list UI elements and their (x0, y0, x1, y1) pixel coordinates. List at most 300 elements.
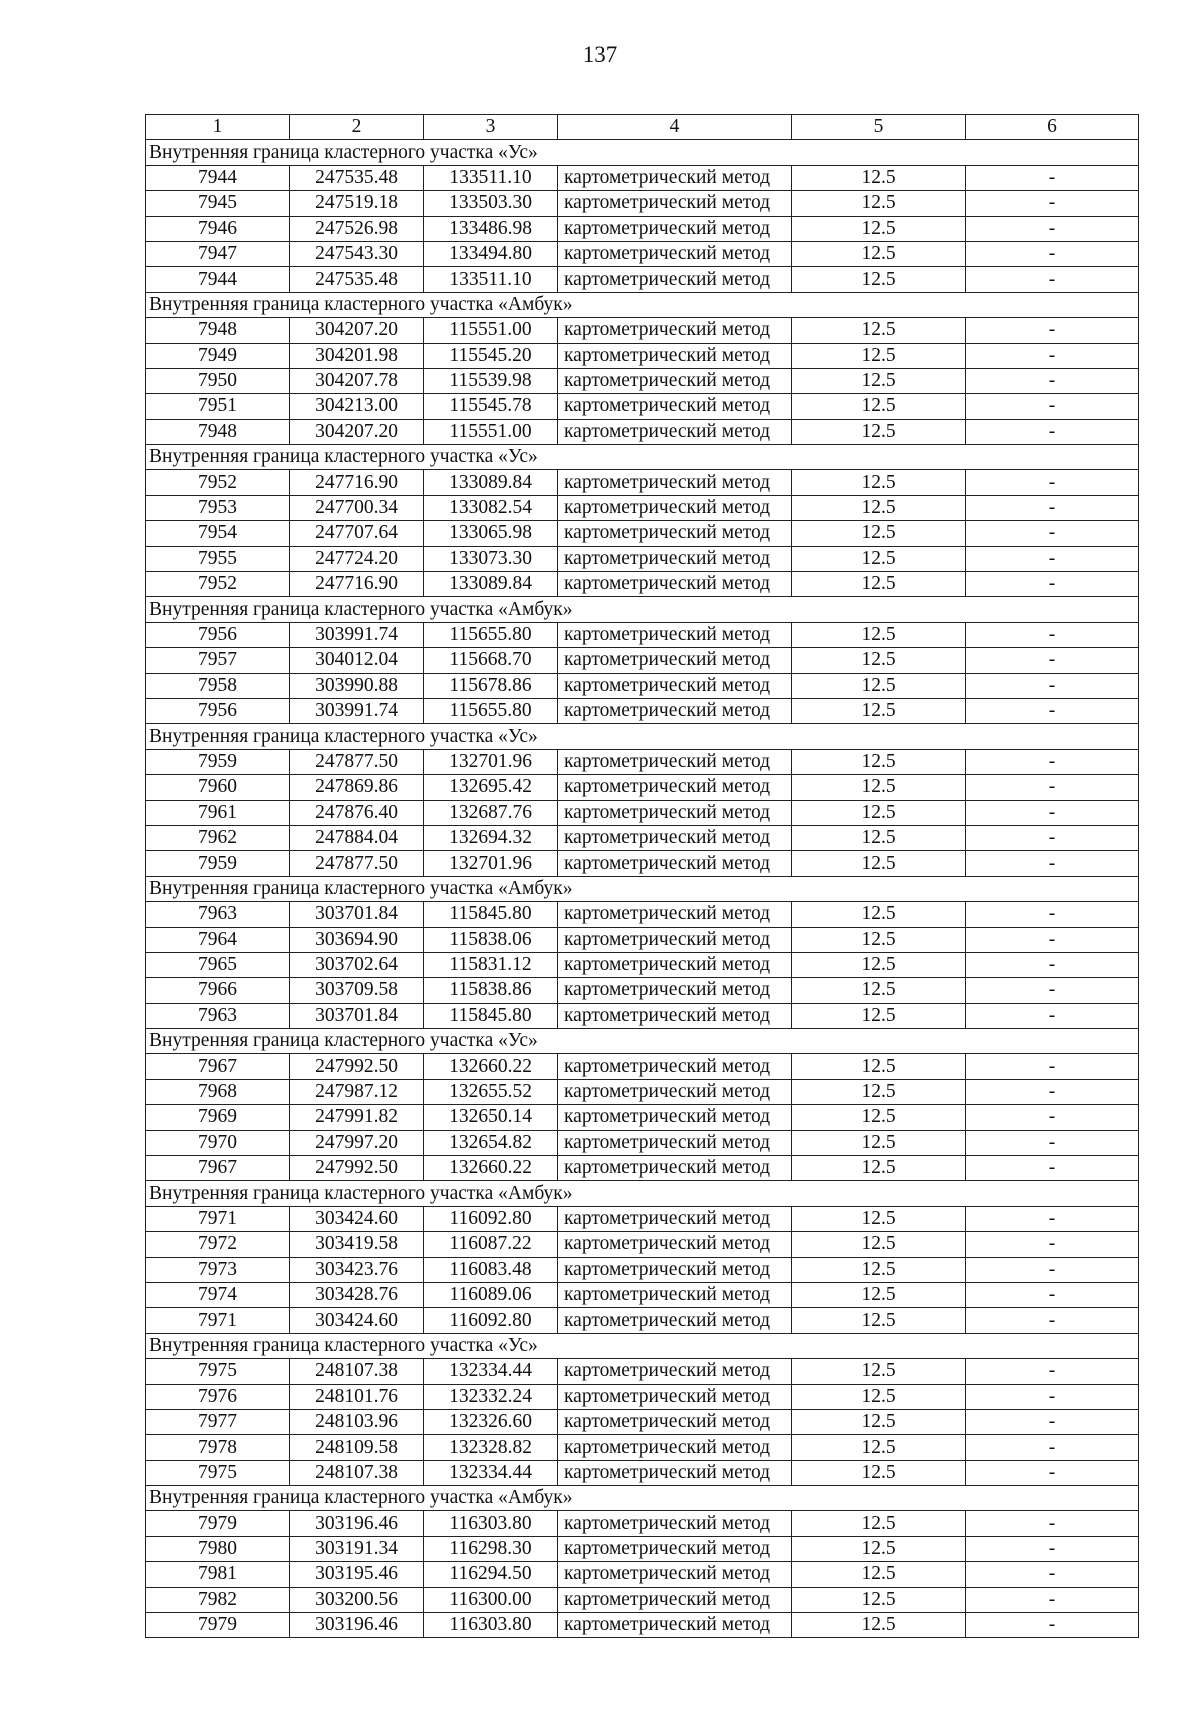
table-row (146, 318, 1139, 343)
x-coordinate-cell: 247992.50 (290, 1156, 424, 1181)
table-row (146, 749, 1139, 774)
y-coordinate-cell: 132334.44 (424, 1359, 558, 1384)
table-row (146, 1206, 1139, 1231)
table-row (146, 1359, 1139, 1384)
method-cell: картометрический метод (558, 952, 792, 977)
point-number-cell: 7962 (146, 825, 290, 850)
accuracy-cell: 12.5 (792, 1308, 966, 1333)
point-number-cell: 7959 (146, 851, 290, 876)
point-number-cell: 7965 (146, 952, 290, 977)
y-coordinate-cell: 116089.06 (424, 1282, 558, 1307)
extra-cell: - (966, 191, 1139, 216)
extra-cell: - (966, 1460, 1139, 1485)
x-coordinate-cell: 247535.48 (290, 165, 424, 190)
method-cell: картометрический метод (558, 1460, 792, 1485)
table-row (146, 165, 1139, 190)
x-coordinate-cell: 304201.98 (290, 343, 424, 368)
x-coordinate-cell: 303195.46 (290, 1562, 424, 1587)
method-cell: картометрический метод (558, 1282, 792, 1307)
section-header-row (146, 1486, 1139, 1511)
accuracy-cell: 12.5 (792, 191, 966, 216)
accuracy-cell: 12.5 (792, 698, 966, 723)
section-header-row (146, 292, 1139, 317)
table-row (146, 673, 1139, 698)
x-coordinate-cell: 303196.46 (290, 1613, 424, 1638)
method-cell: картометрический метод (558, 1054, 792, 1079)
header-cell: 5 (792, 115, 966, 140)
extra-cell: - (966, 749, 1139, 774)
table-row (146, 1613, 1139, 1638)
header-cell: 6 (966, 115, 1139, 140)
x-coordinate-cell: 247716.90 (290, 572, 424, 597)
extra-cell: - (966, 1257, 1139, 1282)
page-number: 137 (582, 42, 618, 67)
accuracy-cell: 12.5 (792, 1587, 966, 1612)
extra-cell: - (966, 1409, 1139, 1434)
method-cell: картометрический метод (558, 521, 792, 546)
method-cell: картометрический метод (558, 470, 792, 495)
accuracy-cell: 12.5 (792, 419, 966, 444)
point-number-cell: 7973 (146, 1257, 290, 1282)
accuracy-cell: 12.5 (792, 1206, 966, 1231)
y-coordinate-cell: 133089.84 (424, 470, 558, 495)
method-cell: картометрический метод (558, 419, 792, 444)
point-number-cell: 7946 (146, 216, 290, 241)
method-cell: картометрический метод (558, 1409, 792, 1434)
point-number-cell: 7978 (146, 1435, 290, 1460)
accuracy-cell: 12.5 (792, 546, 966, 571)
table-row (146, 394, 1139, 419)
section-header-row (146, 445, 1139, 470)
point-number-cell: 7971 (146, 1206, 290, 1231)
method-cell: картометрический метод (558, 851, 792, 876)
extra-cell: - (966, 495, 1139, 520)
x-coordinate-cell: 303191.34 (290, 1536, 424, 1561)
accuracy-cell: 12.5 (792, 1105, 966, 1130)
accuracy-cell: 12.5 (792, 572, 966, 597)
y-coordinate-cell: 132326.60 (424, 1409, 558, 1434)
x-coordinate-cell: 248101.76 (290, 1384, 424, 1409)
table-row (146, 267, 1139, 292)
table-row (146, 1460, 1139, 1485)
x-coordinate-cell: 247987.12 (290, 1079, 424, 1104)
method-cell: картометрический метод (558, 775, 792, 800)
accuracy-cell: 12.5 (792, 622, 966, 647)
coordinates-table (145, 114, 1139, 1638)
point-number-cell: 7972 (146, 1232, 290, 1257)
extra-cell: - (966, 927, 1139, 952)
point-number-cell: 7957 (146, 648, 290, 673)
y-coordinate-cell: 132701.96 (424, 749, 558, 774)
point-number-cell: 7963 (146, 902, 290, 927)
x-coordinate-cell: 303991.74 (290, 622, 424, 647)
extra-cell: - (966, 1079, 1139, 1104)
section-title: Внутренняя граница кластерного участка «Амбук» (146, 1486, 1139, 1511)
y-coordinate-cell: 132694.32 (424, 825, 558, 850)
table-row (146, 648, 1139, 673)
header-cell: 3 (424, 115, 558, 140)
section-title: Внутренняя граница кластерного участка «Амбук» (146, 597, 1139, 622)
table-row (146, 368, 1139, 393)
table-row (146, 419, 1139, 444)
x-coordinate-cell: 247876.40 (290, 800, 424, 825)
y-coordinate-cell: 133082.54 (424, 495, 558, 520)
accuracy-cell: 12.5 (792, 165, 966, 190)
accuracy-cell: 12.5 (792, 1613, 966, 1638)
extra-cell: - (966, 394, 1139, 419)
point-number-cell: 7982 (146, 1587, 290, 1612)
point-number-cell: 7955 (146, 546, 290, 571)
method-cell: картометрический метод (558, 1511, 792, 1536)
section-header-row (146, 876, 1139, 901)
section-title: Внутренняя граница кластерного участка «Ус» (146, 140, 1139, 165)
point-number-cell: 7950 (146, 368, 290, 393)
point-number-cell: 7966 (146, 978, 290, 1003)
extra-cell: - (966, 1536, 1139, 1561)
table-row (146, 927, 1139, 952)
extra-cell: - (966, 216, 1139, 241)
extra-cell: - (966, 165, 1139, 190)
point-number-cell: 7944 (146, 267, 290, 292)
point-number-cell: 7947 (146, 241, 290, 266)
accuracy-cell: 12.5 (792, 1079, 966, 1104)
y-coordinate-cell: 116083.48 (424, 1257, 558, 1282)
point-number-cell: 7964 (146, 927, 290, 952)
accuracy-cell: 12.5 (792, 1409, 966, 1434)
x-coordinate-cell: 303694.90 (290, 927, 424, 952)
x-coordinate-cell: 303424.60 (290, 1308, 424, 1333)
point-number-cell: 7979 (146, 1613, 290, 1638)
section-title: Внутренняя граница кластерного участка «Амбук» (146, 292, 1139, 317)
table-row (146, 572, 1139, 597)
accuracy-cell: 12.5 (792, 267, 966, 292)
x-coordinate-cell: 248103.96 (290, 1409, 424, 1434)
accuracy-cell: 12.5 (792, 952, 966, 977)
extra-cell: - (966, 698, 1139, 723)
point-number-cell: 7967 (146, 1156, 290, 1181)
point-number-cell: 7977 (146, 1409, 290, 1434)
extra-cell: - (966, 825, 1139, 850)
y-coordinate-cell: 115551.00 (424, 318, 558, 343)
table-row (146, 1257, 1139, 1282)
x-coordinate-cell: 248107.38 (290, 1359, 424, 1384)
point-number-cell: 7953 (146, 495, 290, 520)
x-coordinate-cell: 247716.90 (290, 470, 424, 495)
extra-cell: - (966, 1156, 1139, 1181)
accuracy-cell: 12.5 (792, 1257, 966, 1282)
method-cell: картометрический метод (558, 1156, 792, 1181)
section-header-row (146, 140, 1139, 165)
table-row (146, 800, 1139, 825)
y-coordinate-cell: 115668.70 (424, 648, 558, 673)
method-cell: картометрический метод (558, 622, 792, 647)
method-cell: картометрический метод (558, 1536, 792, 1561)
accuracy-cell: 12.5 (792, 1130, 966, 1155)
x-coordinate-cell: 247724.20 (290, 546, 424, 571)
table-row (146, 1587, 1139, 1612)
y-coordinate-cell: 115545.78 (424, 394, 558, 419)
accuracy-cell: 12.5 (792, 521, 966, 546)
extra-cell: - (966, 800, 1139, 825)
x-coordinate-cell: 248109.58 (290, 1435, 424, 1460)
point-number-cell: 7979 (146, 1511, 290, 1536)
y-coordinate-cell: 133494.80 (424, 241, 558, 266)
extra-cell: - (966, 622, 1139, 647)
method-cell: картометрический метод (558, 648, 792, 673)
y-coordinate-cell: 133511.10 (424, 267, 558, 292)
accuracy-cell: 12.5 (792, 927, 966, 952)
table-row (146, 1536, 1139, 1561)
x-coordinate-cell: 247700.34 (290, 495, 424, 520)
accuracy-cell: 12.5 (792, 318, 966, 343)
section-header-row (146, 597, 1139, 622)
point-number-cell: 7952 (146, 572, 290, 597)
table-row (146, 1282, 1139, 1307)
point-number-cell: 7967 (146, 1054, 290, 1079)
extra-cell: - (966, 1282, 1139, 1307)
extra-cell: - (966, 1206, 1139, 1231)
extra-cell: - (966, 978, 1139, 1003)
y-coordinate-cell: 116087.22 (424, 1232, 558, 1257)
y-coordinate-cell: 116294.50 (424, 1562, 558, 1587)
x-coordinate-cell: 303991.74 (290, 698, 424, 723)
method-cell: картометрический метод (558, 394, 792, 419)
header-cell: 1 (146, 115, 290, 140)
x-coordinate-cell: 304207.78 (290, 368, 424, 393)
x-coordinate-cell: 304213.00 (290, 394, 424, 419)
accuracy-cell: 12.5 (792, 368, 966, 393)
x-coordinate-cell: 248107.38 (290, 1460, 424, 1485)
method-cell: картометрический метод (558, 1206, 792, 1231)
extra-cell: - (966, 1003, 1139, 1028)
point-number-cell: 7952 (146, 470, 290, 495)
y-coordinate-cell: 115831.12 (424, 952, 558, 977)
method-cell: картометрический метод (558, 825, 792, 850)
accuracy-cell: 12.5 (792, 1359, 966, 1384)
method-cell: картометрический метод (558, 241, 792, 266)
accuracy-cell: 12.5 (792, 1562, 966, 1587)
accuracy-cell: 12.5 (792, 775, 966, 800)
x-coordinate-cell: 247707.64 (290, 521, 424, 546)
x-coordinate-cell: 247991.82 (290, 1105, 424, 1130)
table-row (146, 902, 1139, 927)
point-number-cell: 7968 (146, 1079, 290, 1104)
accuracy-cell: 12.5 (792, 394, 966, 419)
method-cell: картометрический метод (558, 165, 792, 190)
extra-cell: - (966, 1308, 1139, 1333)
method-cell: картометрический метод (558, 1130, 792, 1155)
x-coordinate-cell: 247526.98 (290, 216, 424, 241)
accuracy-cell: 12.5 (792, 1003, 966, 1028)
point-number-cell: 7975 (146, 1460, 290, 1485)
extra-cell: - (966, 1359, 1139, 1384)
accuracy-cell: 12.5 (792, 1054, 966, 1079)
x-coordinate-cell: 303424.60 (290, 1206, 424, 1231)
point-number-cell: 7948 (146, 419, 290, 444)
point-number-cell: 7949 (146, 343, 290, 368)
table-row (146, 1156, 1139, 1181)
method-cell: картометрический метод (558, 902, 792, 927)
accuracy-cell: 12.5 (792, 1511, 966, 1536)
y-coordinate-cell: 133089.84 (424, 572, 558, 597)
accuracy-cell: 12.5 (792, 902, 966, 927)
point-number-cell: 7951 (146, 394, 290, 419)
table-row (146, 1105, 1139, 1130)
table-row (146, 1435, 1139, 1460)
method-cell: картометрический метод (558, 1435, 792, 1460)
y-coordinate-cell: 132654.82 (424, 1130, 558, 1155)
method-cell: картометрический метод (558, 267, 792, 292)
table-row (146, 241, 1139, 266)
y-coordinate-cell: 115838.06 (424, 927, 558, 952)
y-coordinate-cell: 116092.80 (424, 1206, 558, 1231)
y-coordinate-cell: 132701.96 (424, 851, 558, 876)
table-row (146, 343, 1139, 368)
extra-cell: - (966, 1587, 1139, 1612)
table-row (146, 1511, 1139, 1536)
point-number-cell: 7956 (146, 698, 290, 723)
method-cell: картометрический метод (558, 698, 792, 723)
y-coordinate-cell: 115655.80 (424, 698, 558, 723)
method-cell: картометрический метод (558, 1613, 792, 1638)
extra-cell: - (966, 318, 1139, 343)
y-coordinate-cell: 133511.10 (424, 165, 558, 190)
table-row (146, 825, 1139, 850)
point-number-cell: 7963 (146, 1003, 290, 1028)
accuracy-cell: 12.5 (792, 1460, 966, 1485)
method-cell: картометрический метод (558, 1232, 792, 1257)
y-coordinate-cell: 115551.00 (424, 419, 558, 444)
extra-cell: - (966, 902, 1139, 927)
x-coordinate-cell: 303200.56 (290, 1587, 424, 1612)
table-row (146, 1003, 1139, 1028)
section-title: Внутренняя граница кластерного участка «Ус» (146, 1333, 1139, 1358)
extra-cell: - (966, 1511, 1139, 1536)
x-coordinate-cell: 303709.58 (290, 978, 424, 1003)
section-header-row (146, 1181, 1139, 1206)
table-row (146, 1079, 1139, 1104)
y-coordinate-cell: 115845.80 (424, 1003, 558, 1028)
table-row (146, 216, 1139, 241)
y-coordinate-cell: 132687.76 (424, 800, 558, 825)
x-coordinate-cell: 247543.30 (290, 241, 424, 266)
method-cell: картометрический метод (558, 1003, 792, 1028)
table-row (146, 521, 1139, 546)
extra-cell: - (966, 1130, 1139, 1155)
extra-cell: - (966, 1435, 1139, 1460)
extra-cell: - (966, 546, 1139, 571)
point-number-cell: 7959 (146, 749, 290, 774)
section-header-row (146, 1029, 1139, 1054)
table-row (146, 1054, 1139, 1079)
y-coordinate-cell: 115678.86 (424, 673, 558, 698)
section-title: Внутренняя граница кластерного участка «Ус» (146, 1029, 1139, 1054)
extra-cell: - (966, 1054, 1139, 1079)
table-header-row (146, 115, 1139, 140)
accuracy-cell: 12.5 (792, 851, 966, 876)
y-coordinate-cell: 132650.14 (424, 1105, 558, 1130)
y-coordinate-cell: 116300.00 (424, 1587, 558, 1612)
extra-cell: - (966, 470, 1139, 495)
extra-cell: - (966, 648, 1139, 673)
x-coordinate-cell: 247877.50 (290, 749, 424, 774)
method-cell: картометрический метод (558, 191, 792, 216)
point-number-cell: 7976 (146, 1384, 290, 1409)
method-cell: картометрический метод (558, 572, 792, 597)
point-number-cell: 7960 (146, 775, 290, 800)
y-coordinate-cell: 132655.52 (424, 1079, 558, 1104)
accuracy-cell: 12.5 (792, 978, 966, 1003)
extra-cell: - (966, 775, 1139, 800)
x-coordinate-cell: 303196.46 (290, 1511, 424, 1536)
y-coordinate-cell: 116092.80 (424, 1308, 558, 1333)
table-row (146, 1308, 1139, 1333)
point-number-cell: 7970 (146, 1130, 290, 1155)
point-number-cell: 7981 (146, 1562, 290, 1587)
y-coordinate-cell: 133503.30 (424, 191, 558, 216)
x-coordinate-cell: 247519.18 (290, 191, 424, 216)
method-cell: картометрический метод (558, 1562, 792, 1587)
extra-cell: - (966, 1613, 1139, 1638)
x-coordinate-cell: 304012.04 (290, 648, 424, 673)
table-row (146, 952, 1139, 977)
method-cell: картометрический метод (558, 1587, 792, 1612)
x-coordinate-cell: 303701.84 (290, 902, 424, 927)
accuracy-cell: 12.5 (792, 343, 966, 368)
section-title: Внутренняя граница кластерного участка «Ус» (146, 724, 1139, 749)
point-number-cell: 7961 (146, 800, 290, 825)
y-coordinate-cell: 116303.80 (424, 1511, 558, 1536)
point-number-cell: 7956 (146, 622, 290, 647)
header-cell: 2 (290, 115, 424, 140)
extra-cell: - (966, 1232, 1139, 1257)
method-cell: картометрический метод (558, 343, 792, 368)
y-coordinate-cell: 115545.20 (424, 343, 558, 368)
point-number-cell: 7980 (146, 1536, 290, 1561)
y-coordinate-cell: 132332.24 (424, 1384, 558, 1409)
point-number-cell: 7974 (146, 1282, 290, 1307)
accuracy-cell: 12.5 (792, 216, 966, 241)
accuracy-cell: 12.5 (792, 648, 966, 673)
table-row (146, 191, 1139, 216)
extra-cell: - (966, 1562, 1139, 1587)
table-row (146, 622, 1139, 647)
method-cell: картометрический метод (558, 1308, 792, 1333)
table-row (146, 851, 1139, 876)
section-title: Внутренняя граница кластерного участка «Амбук» (146, 876, 1139, 901)
method-cell: картометрический метод (558, 927, 792, 952)
method-cell: картометрический метод (558, 1257, 792, 1282)
accuracy-cell: 12.5 (792, 495, 966, 520)
extra-cell: - (966, 1105, 1139, 1130)
point-number-cell: 7944 (146, 165, 290, 190)
accuracy-cell: 12.5 (792, 749, 966, 774)
point-number-cell: 7948 (146, 318, 290, 343)
method-cell: картометрический метод (558, 1105, 792, 1130)
x-coordinate-cell: 303701.84 (290, 1003, 424, 1028)
extra-cell: - (966, 851, 1139, 876)
x-coordinate-cell: 247884.04 (290, 825, 424, 850)
table-row (146, 775, 1139, 800)
method-cell: картометрический метод (558, 1384, 792, 1409)
accuracy-cell: 12.5 (792, 470, 966, 495)
extra-cell: - (966, 267, 1139, 292)
accuracy-cell: 12.5 (792, 800, 966, 825)
table-row (146, 546, 1139, 571)
extra-cell: - (966, 368, 1139, 393)
table-row (146, 698, 1139, 723)
y-coordinate-cell: 133486.98 (424, 216, 558, 241)
